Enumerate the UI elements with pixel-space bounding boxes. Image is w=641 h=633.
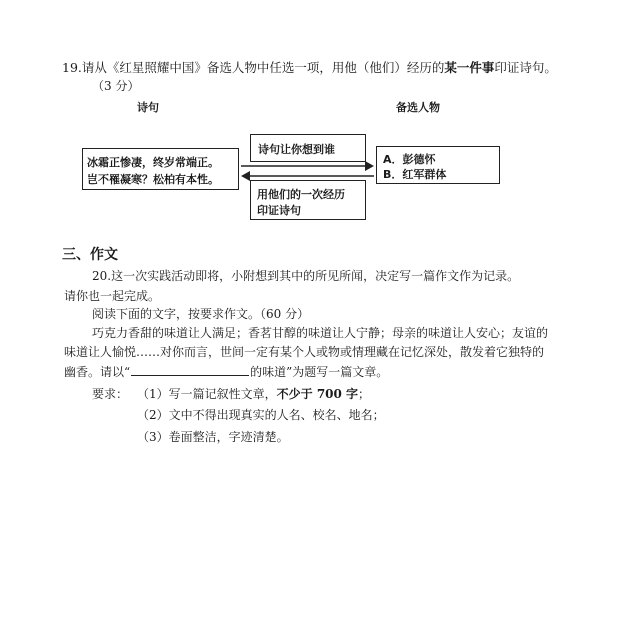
q20-line-1: 20.这一次实践活动即将，小附想到其中的所见所闻，决定写一篇作文作为记录。	[92, 269, 520, 283]
q20-line-2: 请你也一起完成。	[64, 289, 161, 303]
q19-prompt-a: 19.请从《红星照耀中国》备选人物中任选一项，用他（他们）经历的	[62, 60, 445, 75]
requirement-1	[137, 385, 370, 402]
prompt-who-text: 诗句让你想到谁	[258, 143, 335, 156]
paragraph-line-3b: 的味道”为题写一篇文章。	[250, 365, 389, 379]
q19-score: （3 分）	[92, 79, 140, 93]
poem-line-2: 岂不罹凝寒？松柏有本性。	[87, 173, 219, 186]
requirement-1a: （1）写一篇记叙性文章，	[137, 387, 277, 401]
option-a: A．彭德怀	[383, 153, 436, 166]
title-blank	[131, 364, 249, 376]
requirement-1-bold: 不少于 700 字	[276, 387, 359, 401]
q19-prompt-bold: 某一件事	[444, 60, 495, 75]
requirement-3: （3）卷面整洁，字迹清楚。	[137, 430, 289, 444]
arrow-left-head	[241, 171, 250, 181]
paragraph-line-3	[64, 363, 388, 380]
diagram-header-poem: 诗句	[137, 101, 159, 114]
q19-prompt-b: 印证诗句。	[494, 60, 557, 75]
diagram-header-people: 备选人物	[396, 101, 440, 114]
prompt-experience-line-2: 印证诗句	[257, 204, 301, 217]
paragraph-line-2: 味道让人愉悦……对你而言，世间一定有某个人或物或情理藏在记忆深处，散发着它独特的	[64, 345, 545, 359]
paragraph-line-3a: 幽香。请以“	[64, 365, 131, 379]
arrow-right-head	[365, 161, 374, 171]
prompt-experience-line-1: 用他们的一次经历	[257, 188, 345, 201]
requirements-label: 要求：	[92, 387, 129, 401]
poem-line-1: 冰霜正惨凄，终岁常端正。	[87, 156, 219, 169]
paragraph-line-1: 巧克力香甜的味道让人满足；香茗甘醇的味道让人宁静；母亲的味道让人安心；友谊的	[92, 326, 549, 340]
requirement-2: （2）文中不得出现真实的人名、校名、地名；	[137, 408, 385, 422]
option-b: B．红军群体	[383, 168, 447, 181]
read-instruction: 阅读下面的文字，按要求作文。（60 分）	[92, 307, 310, 321]
section-title: 三、作文	[62, 247, 118, 263]
requirement-1b: ；	[358, 387, 371, 401]
